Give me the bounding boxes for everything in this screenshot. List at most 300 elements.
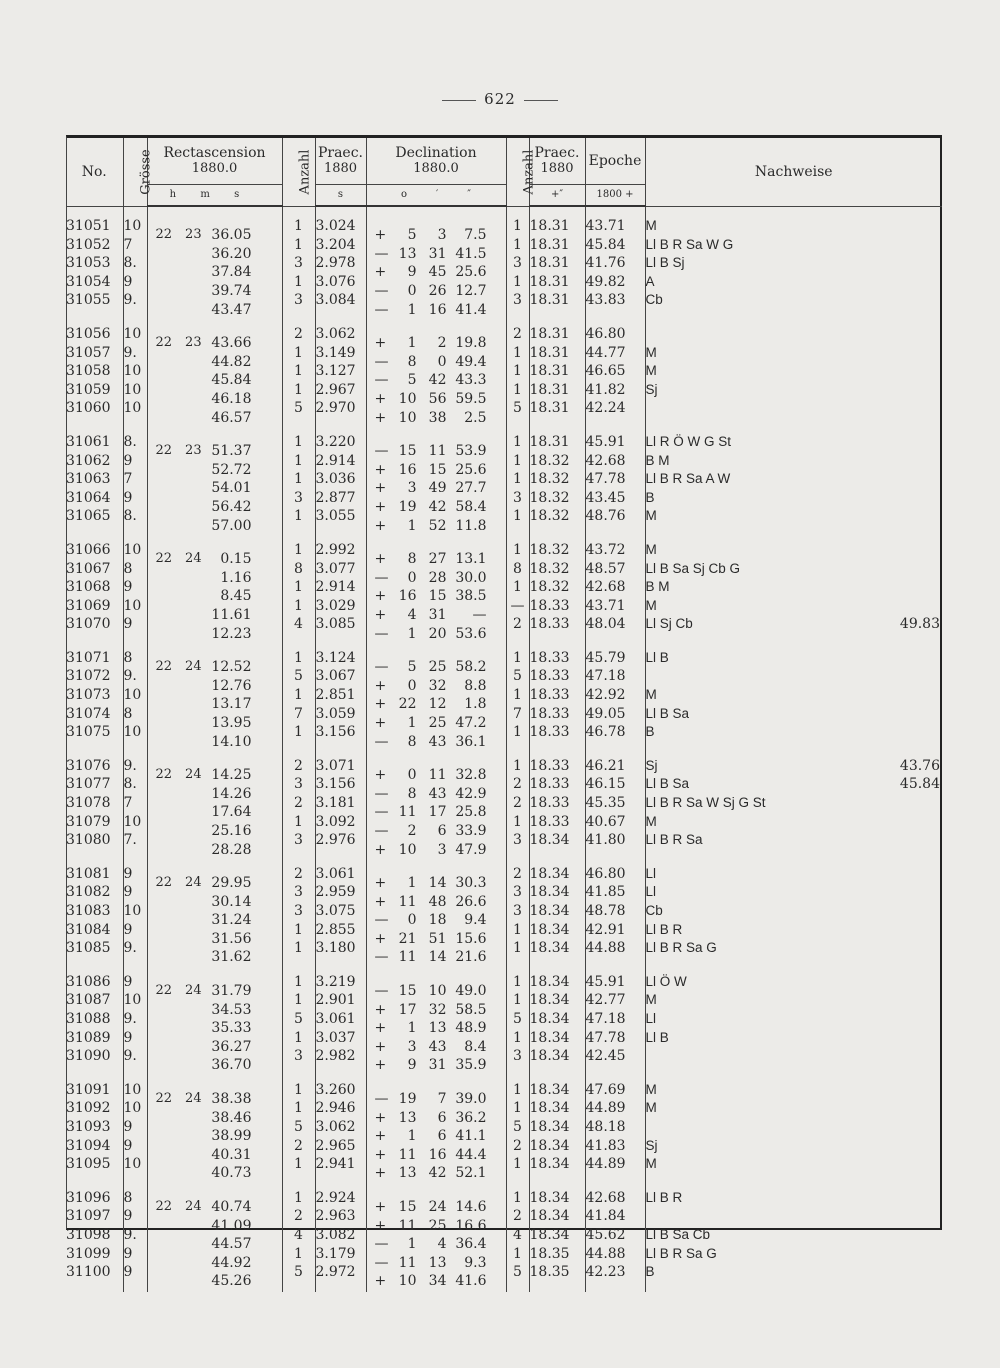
anzahl-ra-text: 1: [294, 1029, 303, 1046]
anzahl-dec-text: 2: [513, 1137, 522, 1154]
star-number-text: 31075: [66, 724, 111, 741]
magnitude: [123, 325, 147, 344]
magnitude: [123, 560, 147, 579]
anzahl-dec: [506, 794, 529, 813]
praecession-ra: [315, 1099, 366, 1118]
epoche-text: 42.24: [585, 400, 626, 417]
praecession-ra-text: 2.914: [315, 579, 356, 596]
dec-seconds: 9.3: [464, 1254, 487, 1271]
right-ascension: [147, 597, 282, 623]
dec-sign: +: [374, 714, 387, 731]
right-ascension: [147, 757, 282, 784]
epoche: [585, 973, 645, 992]
ra-hours: 22: [155, 551, 173, 567]
epoche-text: 43.71: [585, 597, 626, 614]
praecession-ra-text: 3.067: [315, 668, 356, 685]
dec-sign: +: [374, 1217, 387, 1234]
star-number-text: 31071: [66, 649, 111, 666]
praecession-ra: [315, 865, 366, 884]
magnitude-text: 7: [123, 471, 133, 488]
anzahl-dec-text: 1: [513, 579, 522, 596]
nachweise-text: Ll B Sa: [645, 705, 690, 721]
praecession-dec: [529, 344, 585, 363]
praecession-ra: [315, 991, 366, 1010]
dec-seconds: 35.9: [455, 1057, 487, 1074]
table-row: [66, 991, 942, 1010]
ra-seconds: 13.95: [211, 714, 252, 731]
dec-minutes: 42: [428, 372, 447, 389]
anzahl-dec: [506, 1245, 529, 1264]
nachweise: [645, 1137, 942, 1156]
anzahl-ra: [282, 939, 315, 958]
star-number-text: 31084: [66, 921, 111, 938]
praecession-dec-text: 18.34: [529, 903, 570, 919]
dec-degrees: 1: [407, 714, 417, 731]
anzahl-ra-text: 3: [294, 832, 303, 849]
epoche: [585, 1245, 645, 1264]
anzahl-ra: [282, 865, 315, 884]
nachweise: [645, 381, 942, 400]
dec-seconds: 58.2: [455, 659, 487, 676]
praecession-dec-text: 18.32: [529, 579, 570, 596]
magnitude-text: 10: [123, 1156, 142, 1173]
dec-seconds: 7.5: [464, 227, 487, 244]
nachweise: [645, 757, 942, 776]
praecession-dec: [529, 362, 585, 381]
praecession-ra: [315, 1118, 366, 1137]
dec-minutes: 2: [437, 335, 447, 352]
dec-seconds: 30.0: [455, 569, 487, 586]
praecession-ra: [315, 973, 366, 992]
nachweise: [645, 507, 942, 526]
epoche: [585, 1207, 645, 1226]
anzahl-ra: [282, 705, 315, 724]
epoche-text: 45.79: [585, 649, 626, 666]
anzahl-ra-text: 2: [294, 1208, 303, 1225]
praecession-dec-text: 18.33: [529, 724, 570, 741]
dec-sign: +: [374, 875, 387, 892]
anzahl-dec: [506, 362, 529, 381]
dec-seconds: 1.8: [464, 696, 487, 713]
epoche: [585, 433, 645, 452]
anzahl-ra-text: 1: [294, 273, 303, 290]
epoche: [585, 883, 645, 902]
praecession-ra: [315, 775, 366, 794]
header-anzahl-2: Anzahl: [506, 138, 529, 206]
ra-hours-minutes: [156, 1164, 169, 1183]
epoche-text: 46.21: [585, 757, 626, 774]
anzahl-dec-text: 1: [513, 1029, 522, 1046]
praecession-dec: [529, 399, 585, 418]
dec-degrees: 1: [407, 1128, 417, 1145]
magnitude: [123, 344, 147, 363]
dec-degrees: 10: [398, 1273, 417, 1290]
nachweise-text: M: [645, 1081, 657, 1097]
anzahl-dec-text: 1: [513, 921, 522, 938]
praecession-dec: [529, 1010, 585, 1029]
praecession-dec-text: 18.34: [529, 884, 570, 901]
praecession-ra: [315, 325, 366, 344]
anzahl-ra-text: 3: [294, 903, 303, 919]
table-row: [66, 381, 942, 400]
magnitude: [123, 1207, 147, 1226]
epoche-text: 45.91: [585, 973, 626, 990]
anzahl-dec-text: 3: [513, 1048, 522, 1065]
ra-seconds: 12.52: [211, 659, 252, 676]
nachweise: [645, 705, 942, 724]
anzahl-dec-text: 5: [513, 668, 522, 685]
dec-sign: —: [374, 372, 389, 389]
dec-degrees: 11: [398, 1146, 417, 1163]
praecession-dec-text: 18.34: [529, 1208, 570, 1225]
table-row: [66, 1207, 942, 1226]
table-row: [66, 705, 942, 724]
star-number: [66, 1137, 123, 1156]
praecession-ra: [315, 686, 366, 705]
table-row: [66, 1189, 942, 1208]
anzahl-dec-text: 1: [513, 940, 522, 957]
praecession-ra: [315, 362, 366, 381]
praecession-ra-text: 2.914: [315, 452, 356, 469]
ra-hours-minutes: [156, 301, 169, 320]
praecession-ra-text: 3.127: [315, 363, 356, 380]
epoche: [585, 541, 645, 560]
nachweise: [645, 831, 942, 850]
table-row: [66, 723, 942, 742]
dec-degrees: 11: [398, 1217, 417, 1234]
epoche: [585, 560, 645, 579]
nachweise: [645, 1047, 942, 1066]
dec-minutes: 42: [428, 1165, 447, 1182]
praecession-ra-text: 3.179: [315, 1245, 356, 1262]
magnitude: [123, 775, 147, 794]
dec-degrees: 13: [398, 1165, 417, 1182]
epoche-text: 41.76: [585, 255, 626, 272]
epoche-text: 47.69: [585, 1081, 626, 1098]
star-number: [66, 615, 123, 634]
dec-degrees: 17: [398, 1001, 417, 1018]
anzahl-dec: [506, 1010, 529, 1029]
nachweise-text: Ll B R Sa: [645, 832, 703, 848]
anzahl-ra-text: 3: [294, 776, 303, 793]
magnitude-text: 9: [123, 1118, 133, 1135]
table-row: [66, 452, 942, 471]
dec-seconds: 15.6: [455, 930, 487, 947]
magnitude: [123, 452, 147, 471]
right-ascension: [147, 775, 282, 802]
star-number-text: 31073: [66, 687, 111, 704]
anzahl-dec-text: 1: [513, 724, 522, 741]
praecession-dec-text: 18.31: [529, 433, 570, 450]
anzahl-dec: [506, 865, 529, 884]
dec-sign: +: [374, 588, 387, 605]
epoche: [585, 831, 645, 850]
nachweise-text: Cb: [645, 292, 663, 308]
right-ascension: [147, 1189, 282, 1216]
table-row: [66, 362, 942, 381]
magnitude: [123, 686, 147, 705]
praecession-dec: [529, 254, 585, 273]
anzahl-dec: [506, 921, 529, 940]
nachweise-text: Ll B Sa Sj Cb G: [645, 560, 741, 576]
ra-seconds: 38.46: [211, 1109, 252, 1126]
star-number: [66, 254, 123, 273]
declination: [366, 883, 506, 910]
anzahl-ra-text: 1: [294, 992, 303, 1009]
declination: [366, 507, 506, 534]
praecession-ra-text: 2.851: [315, 687, 356, 704]
nachweise: [645, 291, 942, 310]
praecession-dec-text: 18.34: [529, 1137, 570, 1154]
right-ascension: [147, 1137, 282, 1163]
dec-sign: —: [374, 569, 389, 586]
nachweise: [645, 470, 942, 489]
magnitude-text: 8.: [123, 255, 137, 272]
praecession-dec-text: 18.31: [529, 325, 570, 342]
declination: [366, 273, 506, 300]
nachweise-text: Ll B R: [645, 1189, 683, 1205]
group-spacer: [66, 206, 942, 217]
magnitude: [123, 597, 147, 616]
header-epoche: Epoche: [585, 138, 645, 185]
magnitude: [123, 1029, 147, 1048]
ra-seconds: 31.79: [211, 983, 252, 1000]
epoche: [585, 1118, 645, 1137]
nachweise: [645, 325, 942, 344]
anzahl-dec: [506, 1081, 529, 1100]
table-row: [66, 1081, 942, 1100]
anzahl-dec: [506, 775, 529, 794]
table-row: [66, 775, 942, 794]
star-number-text: 31053: [66, 255, 111, 272]
ra-seconds: 31.62: [211, 949, 252, 966]
dec-seconds: 53.9: [455, 443, 487, 460]
epoche: [585, 939, 645, 958]
table-row: [66, 1047, 942, 1066]
right-ascension: [147, 1155, 282, 1182]
anzahl-ra-text: 1: [294, 344, 303, 361]
anzahl-ra: [282, 667, 315, 686]
dec-degrees: 11: [398, 893, 417, 910]
epoche-text: 48.78: [585, 903, 626, 919]
ra-minutes: 24: [185, 875, 202, 891]
star-number: [66, 597, 123, 616]
magnitude: [123, 217, 147, 236]
anzahl-ra: [282, 433, 315, 452]
ra-seconds: 36.05: [211, 227, 252, 244]
anzahl-dec: [506, 291, 529, 310]
right-ascension: [147, 470, 282, 497]
anzahl-ra-text: 1: [294, 687, 303, 704]
anzahl-dec-text: 3: [513, 832, 522, 849]
ra-seconds: 54.01: [211, 480, 252, 497]
nachweise: [645, 1081, 942, 1100]
ra-seconds: 36.27: [211, 1038, 252, 1055]
star-number: [66, 1263, 123, 1282]
magnitude: [123, 541, 147, 560]
dec-degrees: 11: [398, 804, 417, 821]
star-number: [66, 921, 123, 940]
praecession-dec: [529, 705, 585, 724]
magnitude-text: 9: [123, 273, 133, 290]
ra-seconds: 31.24: [211, 912, 252, 929]
nachweise: [645, 344, 942, 363]
declination: [366, 723, 506, 750]
table-row: [66, 865, 942, 884]
ra-seconds: 29.95: [211, 875, 252, 892]
star-number-text: 31095: [66, 1156, 111, 1173]
anzahl-dec: [506, 1099, 529, 1118]
declination: [366, 831, 506, 858]
table-row: [66, 597, 942, 616]
nachweise-text: Ll B Sj: [645, 255, 685, 271]
dec-minutes: 31: [428, 1057, 447, 1074]
table-body: [66, 206, 942, 1292]
dec-minutes: 25: [428, 1217, 447, 1234]
praecession-ra-text: 3.059: [315, 705, 356, 722]
right-ascension: [147, 794, 282, 821]
group-spacer: [66, 418, 942, 433]
epoche: [585, 489, 645, 508]
dec-seconds: 41.6: [455, 1273, 487, 1290]
table-row: [66, 1010, 942, 1029]
praecession-ra: [315, 470, 366, 489]
magnitude-text: 9: [123, 1137, 133, 1154]
declination: [366, 597, 506, 623]
group-spacer: [66, 958, 942, 973]
nachweise: [645, 973, 942, 992]
nachweise: [645, 723, 942, 742]
magnitude: [123, 578, 147, 597]
declination: [366, 649, 506, 676]
dec-seconds: 59.5: [455, 391, 487, 408]
star-catalog-table: [66, 138, 942, 1292]
nachweise-text: Sj: [645, 381, 658, 397]
table-row: [66, 1137, 942, 1156]
dec-seconds: 2.5: [464, 409, 487, 426]
praecession-dec: [529, 973, 585, 992]
dec-seconds: 30.3: [455, 875, 487, 892]
praecession-dec-text: 18.32: [529, 452, 570, 469]
epoche-text: 41.80: [585, 832, 626, 849]
praecession-ra: [315, 217, 366, 236]
magnitude-text: 9.: [123, 1048, 137, 1065]
table-row: [66, 489, 942, 508]
nachweise-text: M: [645, 992, 657, 1008]
header-epoche-unit: 1800 +: [585, 185, 645, 207]
magnitude: [123, 794, 147, 813]
dec-degrees: 0: [407, 677, 417, 694]
epoche-text: 47.78: [585, 471, 626, 488]
praecession-ra: [315, 597, 366, 616]
magnitude: [123, 381, 147, 400]
dec-sign: —: [374, 443, 389, 460]
praecession-ra-text: 2.982: [315, 1048, 356, 1065]
dec-minutes: 15: [428, 461, 447, 478]
anzahl-ra-text: 1: [294, 1081, 303, 1098]
declination: [366, 344, 506, 370]
right-ascension: [147, 254, 282, 281]
anzahl-dec: [506, 1029, 529, 1048]
epoche: [585, 1047, 645, 1066]
epoche: [585, 1226, 645, 1245]
epoche-text: 43.72: [585, 541, 626, 558]
praecession-ra-text: 3.156: [315, 776, 356, 793]
star-number: [66, 578, 123, 597]
declination: [366, 921, 506, 947]
nachweise-text: Ll R Ö W G St: [645, 433, 732, 449]
header-dec-units: o ′ ″: [366, 185, 506, 207]
right-ascension: [147, 1099, 282, 1126]
magnitude: [123, 649, 147, 668]
dec-degrees: 11: [398, 949, 417, 966]
praecession-ra-text: 3.076: [315, 273, 356, 290]
dec-minutes: 3: [437, 227, 447, 244]
right-ascension: [147, 615, 282, 642]
praecession-dec-text: 18.32: [529, 541, 570, 558]
praecession-ra: [315, 813, 366, 832]
declination: [366, 1137, 506, 1163]
magnitude: [123, 1099, 147, 1118]
praecession-dec-text: 18.34: [529, 1100, 570, 1117]
dec-degrees: 19: [398, 499, 417, 516]
star-number: [66, 1226, 123, 1245]
anzahl-dec-text: 3: [513, 489, 522, 506]
praecession-dec: [529, 939, 585, 958]
anzahl-dec-text: 1: [513, 813, 522, 830]
right-ascension: [147, 973, 282, 1000]
praecession-ra: [315, 902, 366, 921]
right-ascension: [147, 344, 282, 370]
dec-degrees: 13: [398, 1109, 417, 1126]
ra-hours: 22: [155, 767, 173, 783]
praecession-ra-text: 2.967: [315, 381, 356, 398]
praecession-ra-text: 3.055: [315, 508, 356, 525]
star-number: [66, 325, 123, 344]
anzahl-ra-text: 1: [294, 724, 303, 741]
praecession-dec: [529, 831, 585, 850]
nachweise: [645, 399, 942, 418]
magnitude: [123, 291, 147, 310]
anzahl-dec: [506, 325, 529, 344]
dec-minutes: 43: [428, 785, 447, 802]
praecession-ra-text: 2.877: [315, 489, 356, 506]
table-row: [66, 831, 942, 850]
praecession-ra-text: 3.062: [315, 1118, 356, 1135]
praecession-ra: [315, 723, 366, 742]
praecession-ra-text: 3.156: [315, 724, 356, 741]
nachweise-text: Ll: [645, 865, 657, 881]
anzahl-ra-text: 4: [294, 1226, 303, 1243]
magnitude: [123, 507, 147, 526]
star-number-text: 31087: [66, 992, 111, 1009]
epoche-text: 47.78: [585, 1029, 626, 1046]
magnitude-text: 9: [123, 884, 133, 901]
anzahl-dec: [506, 1137, 529, 1156]
praecession-dec-text: 18.31: [529, 255, 570, 272]
dec-seconds: 33.9: [455, 822, 487, 839]
anzahl-ra: [282, 399, 315, 418]
group-spacer: [66, 1282, 942, 1292]
dec-minutes: 3: [437, 841, 447, 858]
star-number: [66, 705, 123, 724]
praecession-ra: [315, 489, 366, 508]
right-ascension: [147, 325, 282, 352]
praecession-dec-text: 18.33: [529, 813, 570, 830]
anzahl-dec-text: 1: [513, 1245, 522, 1262]
star-number: [66, 236, 123, 255]
nachweise: [645, 813, 942, 832]
